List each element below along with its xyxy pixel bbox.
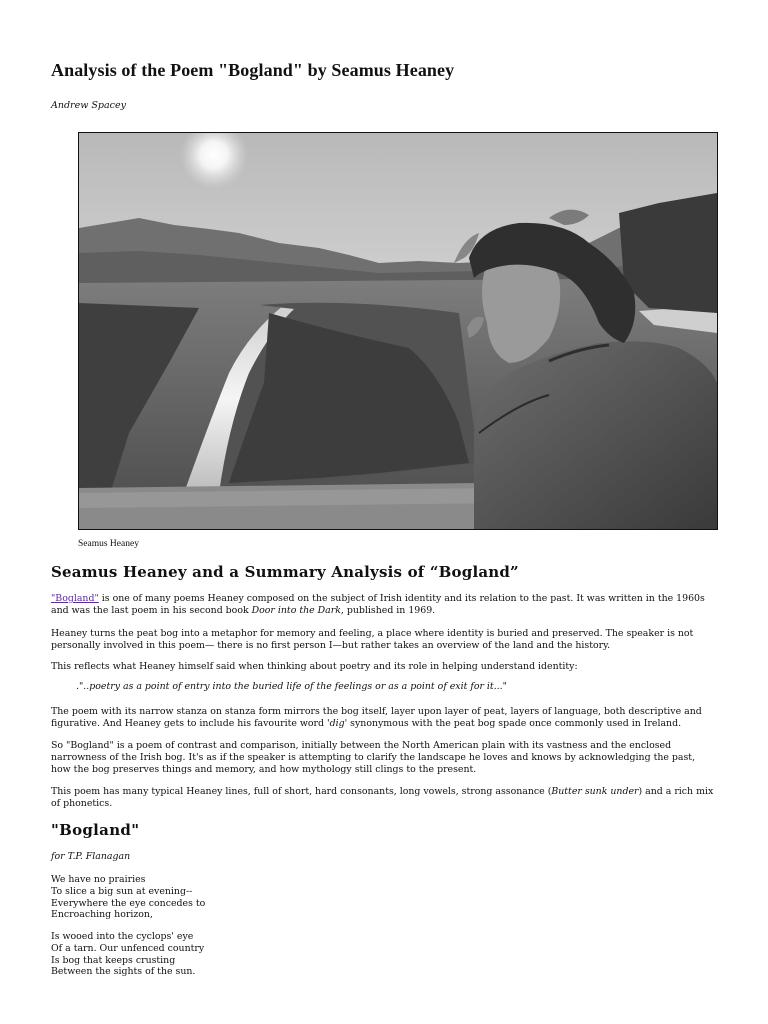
dig-word: 'dig' <box>327 718 348 729</box>
photo-caption: Seamus Heaney <box>78 539 139 549</box>
paragraph-contrast: So "Bogland" is a poem of contrast and comparison, initially between the North American plain with its vastness and the enclosed narrowness of the Irish bog. It's as if the speaker is attempting to clarify the landscape he loves and knows by acknowledging the past, how the bog preserves things and memory, and how mythology still clings to the present. <box>51 740 696 775</box>
paragraph-intro-end: , published in 1969. <box>340 605 436 616</box>
heaney-quote <box>76 681 507 692</box>
paragraph-intro-text: is one of many poems Heaney composed on the subject of Irish identity and its relation to the past. It was written in the 1960s and was the last poem in his second book <box>51 593 705 616</box>
poem-line: Is bog that keeps crusting <box>51 954 176 966</box>
section-heading: Seamus Heaney and a Summary Analysis of “Bogland” <box>51 563 519 581</box>
paragraph-form <box>51 706 716 730</box>
poem-line: Is wooed into the cyclops' eye <box>51 931 194 942</box>
article-title: Analysis of the Poem "Bogland" by Seamus Heaney <box>51 60 455 80</box>
photo-seamus-heaney-by-river <box>79 133 717 529</box>
paragraph-phonetics-b: ) and a rich mix of phonetics. <box>51 786 714 809</box>
poem-line: We have no prairies <box>51 874 146 885</box>
poem-title: "Bogland" <box>51 821 140 839</box>
poem-stanza-2 <box>51 931 204 978</box>
poem-line: To slice a big sun at evening-- <box>51 885 193 897</box>
paragraph-metaphor: Heaney turns the peat bog into a metaphor for memory and feeling, a place where identity is buried and preserved. The speaker is not personally involved in this poem— there is no first person I—but rather takes an overview of the land and the history. <box>51 628 694 651</box>
poem-line: Encroaching horizon, <box>51 909 153 921</box>
paragraph-form-b: synonymous with the peat bog spade once commonly used in Ireland. <box>347 718 682 729</box>
article-photo <box>78 132 718 530</box>
poem-dedication: for T.P. Flanagan <box>51 851 131 862</box>
assonance-example: Butter sunk under <box>551 786 639 797</box>
poem-line: Everywhere the eye concedes to <box>51 897 206 909</box>
paragraph-phonetics-a: This poem has many typical Heaney lines, full of short, hard consonants, long vowels, strong assonance ( <box>51 786 552 797</box>
poem-stanza-1 <box>51 874 205 921</box>
author-byline: Andrew Spacey <box>51 100 126 111</box>
poem-line: Between the sights of the sun. <box>51 966 196 978</box>
poem-line: Of a tarn. Our unfenced country <box>51 942 205 954</box>
paragraph-form-a: The poem with its narrow stanza on stanza form mirrors the bog itself, layer upon layer of peat, layers of language, both descriptive and figurative. And Heaney gets to include his favourite word <box>51 706 702 729</box>
quote-end: ..." <box>493 681 507 692</box>
book-title: Door into the Dark <box>251 605 341 616</box>
paragraph-intro <box>51 593 716 617</box>
paragraph-phonetics <box>51 786 716 810</box>
quote-text: ..poetry as a point of entry into the buried life of the feelings or as a point of exit for it <box>83 681 494 692</box>
quote-lead: ." <box>76 681 84 692</box>
paragraph-reflection: This reflects what Heaney himself said when thinking about poetry and its role in helping understand identity: <box>51 661 578 672</box>
bogland-link[interactable]: "Bogland" <box>51 593 99 604</box>
